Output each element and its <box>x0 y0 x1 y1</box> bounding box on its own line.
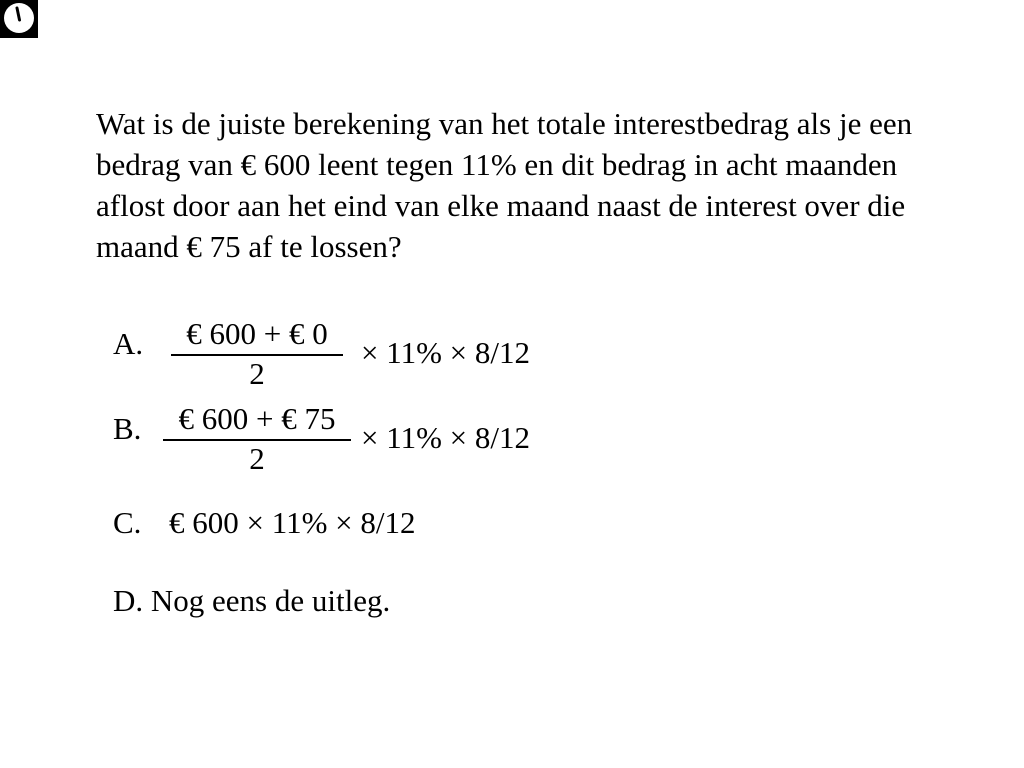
answer-option-a[interactable] <box>113 316 613 396</box>
answer-letter: C. <box>113 505 142 540</box>
question-text: Wat is de juiste berekening van het totale interestbedrag als je een bedrag van € 600 leent tegen 11% en dit bedrag in acht maanden aflost door aan het eind van elke maand naast de interest over die maand € 75 af te lossen? <box>96 106 913 264</box>
answer-text: D. Nog eens de uitleg. <box>113 583 391 618</box>
fraction <box>171 316 343 392</box>
clock-icon <box>0 0 38 38</box>
answer-letter: A. <box>113 326 144 361</box>
fraction-denominator: 2 <box>249 355 265 391</box>
multiplier-text: × 11% × 8/12 <box>361 420 531 455</box>
fraction-numerator: € 600 + € 0 <box>186 316 328 351</box>
fraction-numerator: € 600 + € 75 <box>178 401 336 436</box>
answer-text: € 600 × 11% × 8/12 <box>169 505 416 540</box>
answer-letter: B. <box>113 411 142 446</box>
fraction-denominator: 2 <box>249 440 265 476</box>
answer-option-b[interactable] <box>113 401 613 481</box>
multiplier-text: × 11% × 8/12 <box>361 335 531 370</box>
answer-option-c[interactable] <box>113 505 416 541</box>
fraction <box>163 401 351 477</box>
answer-option-d[interactable] <box>113 583 390 619</box>
